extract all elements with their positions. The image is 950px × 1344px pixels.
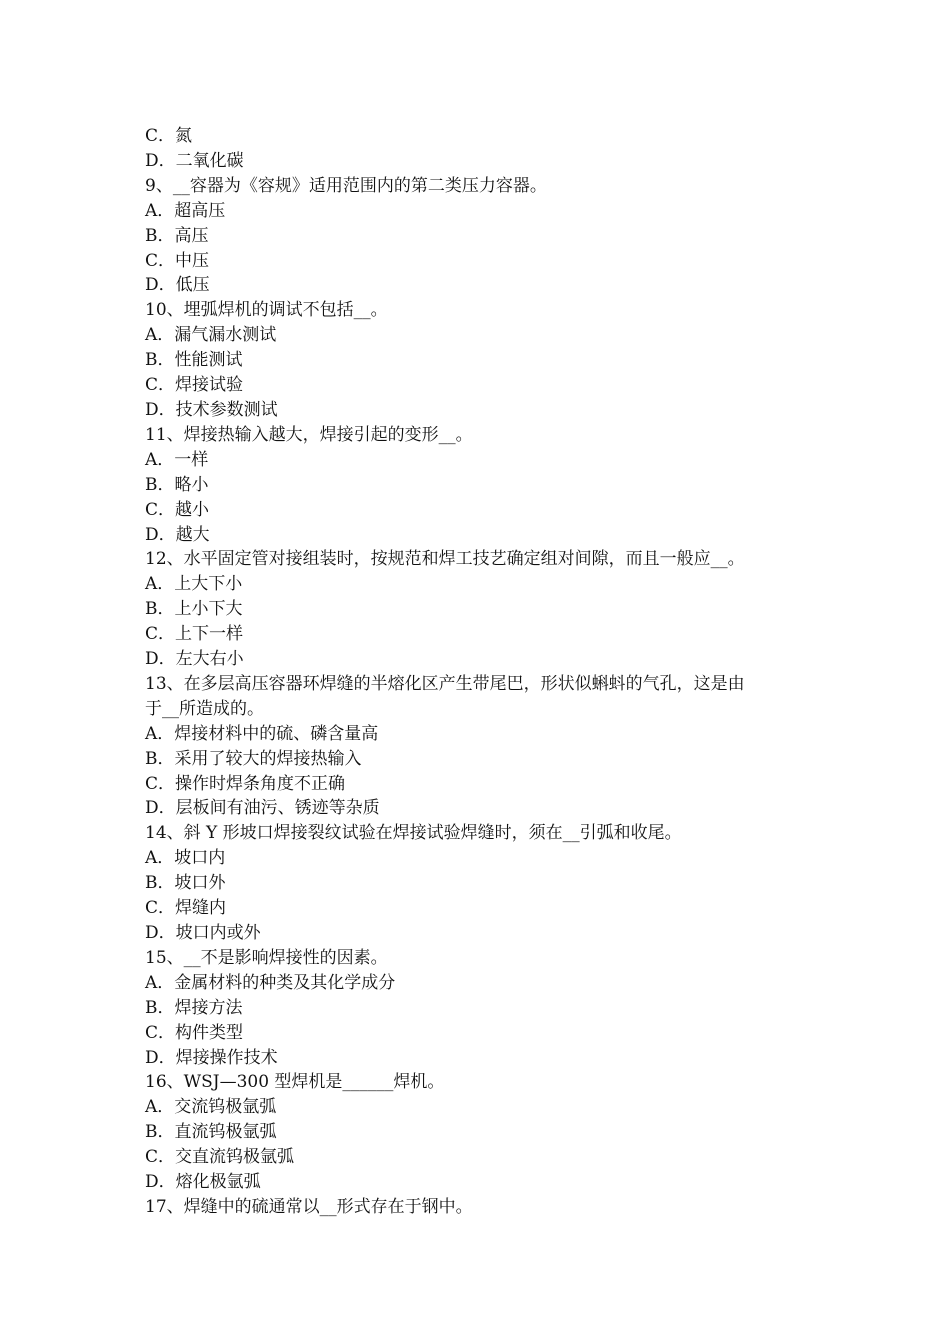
option-line: D．低压 bbox=[145, 275, 210, 296]
question-line: 10、埋弧焊机的调试不包括__。 bbox=[145, 300, 388, 321]
option-line: B．略小 bbox=[145, 474, 209, 495]
option-line: B．上小下大 bbox=[145, 599, 243, 620]
question-line: 14、斜 Y 形坡口焊接裂纹试验在焊接试验焊缝时，须在__引弧和收尾。 bbox=[145, 823, 682, 844]
question-line: 9、__容器为《容规》适用范围内的第二类压力容器。 bbox=[145, 175, 547, 196]
option-line: B．采用了较大的焊接热输入 bbox=[145, 748, 362, 769]
option-line: A．坡口内 bbox=[145, 848, 226, 869]
question-line: 16、WSJ—300 型焊机是______焊机。 bbox=[145, 1072, 445, 1093]
option-line: D．二氧化碳 bbox=[145, 150, 244, 171]
option-line: A．漏气漏水测试 bbox=[145, 325, 277, 346]
option-line: C．构件类型 bbox=[145, 1022, 244, 1043]
option-line: A．上大下小 bbox=[145, 574, 243, 595]
option-line: C．上下一样 bbox=[145, 624, 244, 645]
question-line: 11、焊接热输入越大，焊接引起的变形__。 bbox=[145, 424, 473, 445]
option-line: D．焊接操作技术 bbox=[145, 1047, 278, 1068]
question-list bbox=[145, 124, 825, 1220]
option-line: D．越大 bbox=[145, 524, 210, 545]
option-line: C．交直流钨极氩弧 bbox=[145, 1147, 295, 1168]
question-line: 15、__不是影响焊接性的因素。 bbox=[145, 947, 388, 968]
option-line: C．中压 bbox=[145, 250, 210, 271]
option-line: B．直流钨极氩弧 bbox=[145, 1122, 277, 1143]
option-line: C．焊接试验 bbox=[145, 375, 244, 396]
option-line: C．氮 bbox=[145, 126, 193, 146]
option-line: B．坡口外 bbox=[145, 873, 226, 894]
option-line: D．层板间有油污、锈迹等杂质 bbox=[145, 798, 380, 819]
option-line: C．焊缝内 bbox=[145, 898, 227, 919]
option-line: B．高压 bbox=[145, 225, 209, 246]
question-line: 13、在多层高压容器环焊缝的半熔化区产生带尾巴，形状似蝌蚪的气孔，这是由 bbox=[145, 673, 745, 694]
option-line: B．性能测试 bbox=[145, 350, 243, 371]
question-line: 12、水平固定管对接组装时，按规范和焊工技艺确定组对间隙，而且一般应__。 bbox=[145, 549, 745, 570]
option-line: A．超高压 bbox=[145, 200, 226, 221]
option-line: A．焊接材料中的硫、磷含量高 bbox=[145, 723, 379, 744]
option-line: D．左大右小 bbox=[145, 649, 244, 670]
question-line: 17、焊缝中的硫通常以__形式存在于钢中。 bbox=[145, 1196, 473, 1217]
option-line: A．交流钨极氩弧 bbox=[145, 1097, 277, 1118]
option-line: D．熔化极氩弧 bbox=[145, 1172, 261, 1193]
option-line: D．坡口内或外 bbox=[145, 923, 261, 943]
option-line: C．操作时焊条角度不正确 bbox=[145, 773, 346, 794]
option-line: D．技术参数测试 bbox=[145, 399, 278, 420]
option-line: B．焊接方法 bbox=[145, 997, 243, 1018]
option-line: A．金属材料的种类及其化学成分 bbox=[145, 972, 396, 993]
option-line: C．越小 bbox=[145, 499, 210, 520]
option-line: A．一样 bbox=[145, 449, 209, 470]
question-line-continued: 于__所造成的。 bbox=[145, 698, 264, 719]
